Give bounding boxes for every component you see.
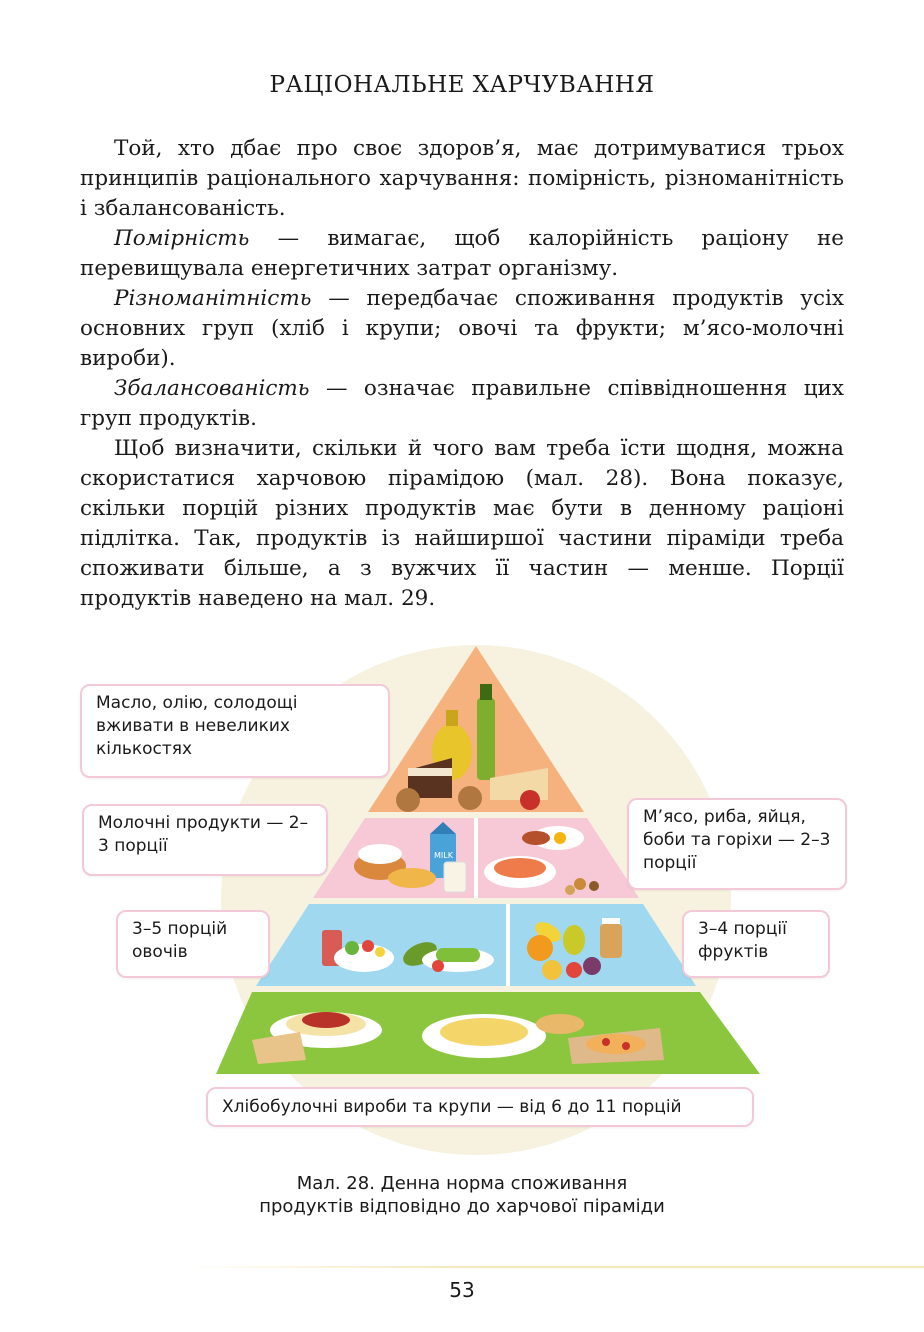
label-fruits: 3–4 порції фруктів <box>682 910 830 978</box>
milk-carton-text: MILK <box>434 851 453 860</box>
food-pyramid-figure <box>0 640 924 1160</box>
label-meat-fish: М’ясо, риба, яйця, боби та горіхи — 2–3 порції <box>627 798 847 890</box>
label-oils-sweets: Масло, олію, солодощі вживати в невеликих кількостях <box>80 684 390 778</box>
paragraph-balance <box>80 374 844 434</box>
paragraph-principles: Той, хто дбає про своє здоров’я, має дотримуватися трьох принципів раціонального харчування: помірність, різноманітність і збалансованість. <box>80 136 844 221</box>
paragraph-pyramid: Щоб визначити, скільки й чого вам треба їсти щодня, можна скористатися харчовою пірамідою (мал. 28). Вона показує, скільки порцій різних продуктів має бути в денному раціоні підлітка. Так, продуктів із найширшої частини піраміди треба споживати більше, а з вужчих її частин — менше. Порції продуктів наведено на мал. 29. <box>80 436 844 611</box>
body-text <box>80 134 844 614</box>
label-vegetables: 3–5 порцій овочів <box>116 910 270 978</box>
page-number: 53 <box>449 1278 475 1302</box>
caption-line-2: продуктів відповідно до харчової піраміди <box>259 1196 665 1217</box>
term-balance: Збалансованість <box>114 376 310 401</box>
term-variety: Різноманітність <box>114 286 312 311</box>
paragraph-moderation <box>80 224 844 284</box>
label-dairy: Молочні продукти — 2–3 порції <box>82 804 328 876</box>
term-moderation: Помірність <box>114 226 250 251</box>
figure-caption <box>0 1172 924 1218</box>
page-title: РАЦІОНАЛЬНЕ ХАРЧУВАННЯ <box>269 72 655 98</box>
definition-moderation: — вимагає, щоб калорійність раціону не перевищувала енергетичних затрат організму. <box>80 226 844 281</box>
caption-line-1: Мал. 28. Денна норма споживання <box>296 1173 628 1194</box>
footer-divider <box>180 1266 924 1268</box>
definition-balance: — означає правильне співвідношення цих груп продуктів. <box>80 376 844 431</box>
paragraph-variety <box>80 284 844 374</box>
definition-variety: — передбачає споживання продуктів усіх основних груп (хліб і крупи; овочі та фрукти; м’ясо-молочні вироби). <box>80 286 844 371</box>
label-grains: Хлібобулочні вироби та крупи — від 6 до 11 порцій <box>206 1087 754 1127</box>
